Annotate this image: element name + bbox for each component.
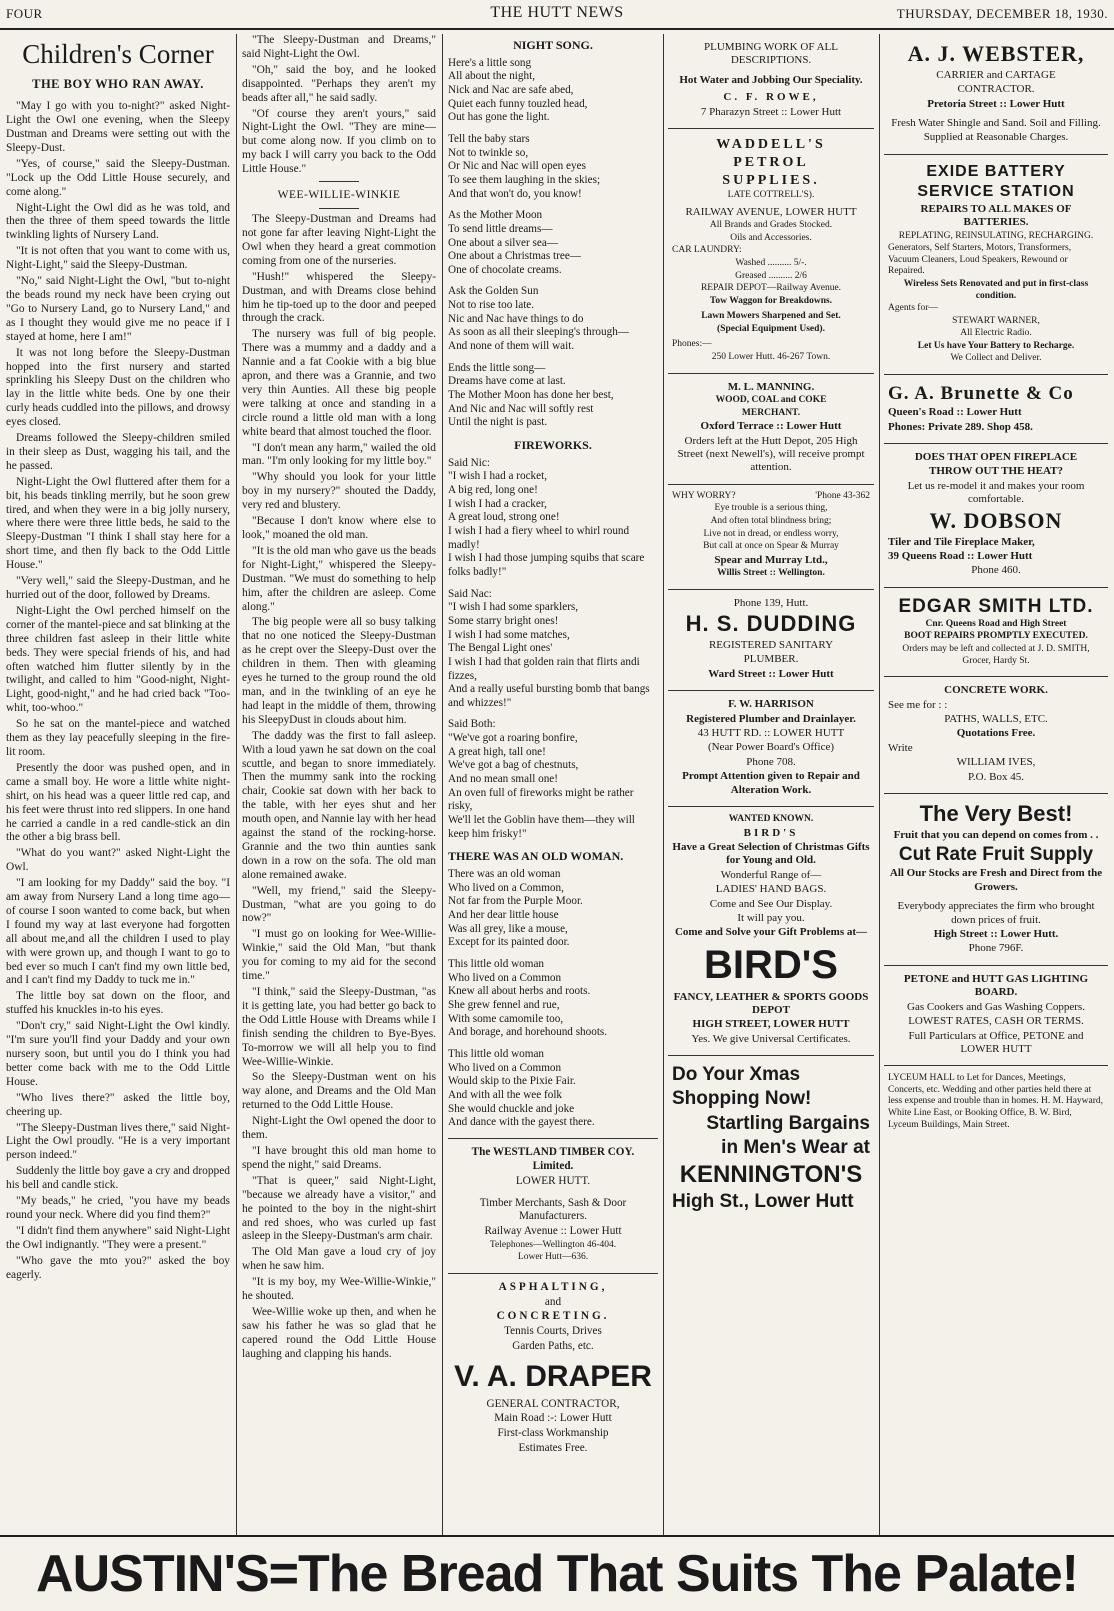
- poem-line: Said Nic:: [448, 456, 490, 469]
- story-paragraph: Suddenly the little boy gave a cry and dropped his bell and candle stick.: [6, 1165, 230, 1192]
- story-title-2: WEE-WILLIE-WINKIE: [277, 189, 401, 202]
- poem-line: One of chocolate creams.: [448, 263, 562, 276]
- poem-line: One about a Christmas tree—: [448, 250, 581, 263]
- story-paragraph: So he sat on the mantel-piece and watched them as they lay peacefully sleeping in the fire-lit room.: [6, 718, 230, 758]
- story-paragraph: "Why should you look for your little boy in my nursery?" shouted the Daddy, very red and blustery.: [242, 471, 436, 512]
- ad-edgar-smith: EDGAR SMITH LTD. Cnr. Queens Road and High Street BOOT REPAIRS PROMPTLY EXECUTED. Orders may be left and collected at J. D. SMITH, Grocer, Hardy St.: [884, 588, 1108, 677]
- page-header: [0, 0, 1114, 30]
- poem-line: I wish I had a fiery wheel to whirl round madly!: [448, 524, 630, 551]
- story-paragraph: "My beads," he cried, "you have my beads round your neck. Where did you find them?": [6, 1195, 230, 1221]
- poem-line: [448, 354, 658, 362]
- story-paragraph: "I think," said the Sleepy-Dustman, "as it is getting late, you had better go back to the Odd Little House with Dreams while I finish sending the children to Bye-Byes. To-morrow we will all help you to find Wee-Willie-Winkie.: [242, 986, 436, 1068]
- story-paragraph: "Because I don't know where else to look," moaned the old man.: [242, 515, 436, 542]
- austins-bread-banner: AUSTIN'S=The Bread That Suits The Palate!: [0, 1535, 1114, 1611]
- story-paragraph: "Don't cry," said Night-Light the Owl kindly. "I'm sure you'll find your Daddy and your own nursery soon, but until you do I think you had better come back with me to the Odd Little House.: [6, 1020, 230, 1088]
- poem-line: And none of them will wait.: [448, 340, 575, 353]
- ad-spear-murray: WHY WORRY? 'Phone 43-362 Eye trouble is a serious thing, And often total blindness bring; Live not in dread, or endless worry, But call at once on Spear & Murray Spear and Murray Ltd., Willis Street :: Wellington.: [668, 485, 874, 590]
- poem-line: Out has gone the light.: [448, 111, 550, 124]
- ad-gas-board: PETONE and HUTT GAS LIGHTING BOARD. Gas Cookers and Gas Washing Coppers. LOWEST RATES, CASH OR TERMS. Full Particulars at Office, PETONE and LOWER HUTT: [884, 966, 1108, 1066]
- story-paragraph: Presently the door was pushed open, and in came a small boy. He wore a little white night-shirt, on his head was a queer little red cap, and his feet were thrust into red slippers. In one hand he carried a candle in a red candle-stick an din the other a big brass bell.: [6, 761, 230, 844]
- poem-line: Here's a little song: [448, 56, 532, 69]
- story-paragraph: "It is the old man who gave us the beads for Night-Light," whispered the Sleepy-Dustman. "We must do something to help him, after the children are asleep. Come along.": [242, 544, 436, 613]
- poem-line: The Bengal Light ones': [448, 642, 553, 655]
- story-paragraph: The Old Man gave a loud cry of joy when he saw him.: [242, 1246, 436, 1273]
- poem-line: And Nic and Nac will softly rest: [448, 402, 594, 415]
- masthead: THE HUTT NEWS: [490, 4, 624, 21]
- poem-line: With some camomile too,: [448, 1012, 564, 1025]
- poem-line: "I wish I had some sparklers,: [448, 601, 579, 614]
- story-paragraph: "Yes, of course," said the Sleepy-Dustman. "Lock up the Odd Little House securely, and come along.": [6, 157, 230, 198]
- story-paragraph: The big people were all so busy talking that no one noticed the Sleepy-Dustman as he crept over the Sleepy-Dust over the children in them. Then with gleaming eyes he turned to the group round the old man, and in the twinkling of an eye he had leapt in the middle of them, throwing his SleepyDust in clouds about him.: [242, 616, 436, 726]
- story-paragraph: It was not long before the Sleepy-Dustman hopped into the first nursery and started sprinkling his Sleepy Dust on the children who lay in the little white beds. One by one their curly heads cuddled into the pillows, and drowsy eyes closed.: [6, 346, 230, 429]
- poem-line: Not to rise too late.: [448, 299, 535, 312]
- poem-line: I wish I had those jumping squibs that scare folks badly!": [448, 552, 645, 578]
- ad-webster: A. J. WEBSTER, CARRIER and CARTAGE CONTRACTOR. Pretoria Street :: Lower Hutt Fresh Water Shingle and Sand. Soil and Filling. Supplied at Reasonable Charges.: [884, 34, 1108, 155]
- poem-line: Some starry bright ones!: [448, 614, 559, 627]
- poem-line: Or Nic and Nac will open eyes: [448, 160, 586, 173]
- poem-title: THERE WAS AN OLD WOMAN.: [448, 849, 624, 864]
- poem-line: I wish I had some matches,: [448, 628, 570, 641]
- ad-dobson: DOES THAT OPEN FIREPLACE THROW OUT THE HEAT? Let us re-model it and makes your room comfortable. W. DOBSON Tiler and Tile Fireplace Maker, 39 Queens Road :: Lower Hutt Phone 460.: [884, 444, 1108, 588]
- poem-line: Until the night is past.: [448, 416, 548, 429]
- story-paragraph: "The Sleepy-Dustman and Dreams," said Night-Light the Owl.: [242, 34, 436, 60]
- issue-date: THURSDAY, DECEMBER 18, 1930.: [896, 6, 1108, 21]
- story-paragraph: "Oh," said the boy, and he looked disappointed. "Perhaps they aren't my beads after all," he said sadly.: [242, 63, 436, 104]
- poem-line: [448, 201, 658, 209]
- story-paragraph: "Well, my friend," said the Sleepy-Dustman, "what are you going to do now?": [242, 884, 436, 925]
- poem-line: Tell the baby stars: [448, 132, 530, 145]
- story-paragraph: Night-Light the Owl fluttered after them for a bit, his beads tinkling merrily, but he soon grew tired, and when they were in a big jolly nursery, where there were three little beds, he said to the Sleepy-Dustman "I think I shall stay here for a short time, and then fly back to the Odd Little House.": [6, 475, 230, 572]
- poem-line: Who lived on a Common,: [448, 881, 564, 894]
- story-paragraph: Night-Light the Owl did as he was told, and then the three of them speed towards the little twinkling lights of Nursery Land.: [6, 201, 230, 242]
- poem-line: Ask the Golden Sun: [448, 285, 539, 298]
- poem-line: And her dear little house: [448, 908, 559, 921]
- poem-line: And with all the wee folk: [448, 1088, 563, 1101]
- story-paragraph: "I am looking for my Daddy" said the boy. "I am away from Nursery Land a long time ago—of course I soon wanted to come back, but when I found my way at last everyone had forgotten all about me,and all the children I used to play with were grown up, and though I want to go to bed ever so much I can't find my own little bed, and I can't find my Daddy to tuck me in.": [6, 877, 230, 987]
- ad-manning: M. L. MANNING. WOOD, COAL and COKE MERCHANT. Oxford Terrace :: Lower Hutt Orders left at the Hutt Depot, 205 High Street (next Newell's), will receive prompt attention.: [668, 374, 874, 485]
- poem-body: [448, 457, 658, 842]
- story-title: THE BOY WHO RAN AWAY.: [32, 76, 204, 91]
- poem-line: An oven full of fireworks might be rather risky,: [448, 786, 634, 813]
- poem-line: [448, 277, 658, 285]
- poem-line: She would chuckle and joke: [448, 1102, 575, 1115]
- ad-dudding: Phone 139, Hutt. H. S. DUDDING REGISTERED SANITARY PLUMBER. Ward Street :: Lower Hutt: [668, 590, 874, 691]
- poem-title: FIREWORKS.: [514, 438, 592, 453]
- poem-line: And that won't do, you know!: [448, 187, 582, 200]
- ad-ives: CONCRETE WORK. See me for : : PATHS, WALLS, ETC. Quotations Free. Write WILLIAM IVES, P.O. Box 45.: [884, 677, 1108, 794]
- poem-line: We'll let the Goblin have them—they will keep him frisky!": [448, 814, 635, 840]
- poem-line: A big red, long one!: [448, 483, 538, 496]
- poem-line: To send little dreams—: [448, 222, 553, 235]
- story-paragraph: "Who lives there?" asked the little boy, cheering up.: [6, 1091, 230, 1118]
- story-paragraph: "Hush!" whispered the Sleepy-Dustman, and with Dreams close behind him he tip-toed up to the door and peeped through the crack.: [242, 270, 436, 325]
- story-paragraph: Night-Light the Owl opened the door to them.: [242, 1115, 436, 1142]
- ad-draper: ASPHALTING, and CONCRETING. Tennis Courts, Drives Garden Paths, etc. V. A. DRAPER GENERAL CONTRACTOR, Main Road :-: Lower Hutt First-class Workmanship Estimates Free.: [454, 1280, 652, 1454]
- story-paragraph: "I have brought this old man home to spend the night," said Dreams.: [242, 1144, 436, 1171]
- story-paragraph: Dreams followed the Sleepy-children smiled in their sleep as Dust, wagging his tail, and the he passed.: [6, 432, 230, 472]
- poem-line: Who lived on a Common: [448, 1061, 562, 1074]
- story-paragraph: "It is not often that you want to come with us, Night-Light," said the Sleepy-Dustman.: [6, 245, 230, 272]
- poem-line: There was an old woman: [448, 868, 561, 880]
- section-title: Children's Corner: [22, 39, 214, 69]
- poem-line: And borage, and horehound shoots.: [448, 1026, 608, 1039]
- story-paragraph: The daddy was the first to fall asleep. With a loud yawn he sat down on the coal scuttle, and began to snore immediately. Then the mummy sank into the rocking chair, Cookie sat down with her back to the table, with her eyes shut and her mouth open, and Nannie lay with her head against the stand of the rocking-horse. Grannie and the two thin aunties sank down in a row on the sofa. The old man alone remained awake.: [242, 729, 436, 881]
- ad-harrison: F. W. HARRISON Registered Plumber and Drainlayer. 43 HUTT RD. :: LOWER HUTT (Near Power Board's Office) Phone 708. Prompt Attention given to Repair and Alteration Work.: [668, 691, 874, 807]
- story-paragraph: "I must go on looking for Wee-Willie-Winkie," said the Old Man, "but thank you for coming to my aid for the second time.": [242, 928, 436, 983]
- poem-body: [448, 57, 658, 430]
- poems-column: [448, 34, 658, 1537]
- poem-line: Who lived on a Common: [448, 971, 562, 984]
- poem-line: I wish I had that golden rain that flirts andi fizzes,: [448, 655, 640, 682]
- poem-line: Said Nac:: [448, 587, 492, 600]
- poem-line: [448, 1040, 658, 1048]
- ad-brunette: G. A. Brunette & Co Queen's Road :: Lower Hutt Phones: Private 289. Shop 458.: [884, 375, 1108, 444]
- story-paragraph: The nursery was full of big people. There was a mummy and a daddy and a Nannie and a fat Cookie with a big blue apron, and there was a Grannie, and two very thin Aunties. All these big people were talking at once and standing in a circle round a little old man with a long white beard that almost touched the floor.: [242, 328, 436, 438]
- poem-line: A great high, tall one!: [448, 745, 546, 758]
- poem-line: "We've got a roaring bonfire,: [448, 732, 578, 745]
- ad-exide: EXIDE BATTERY SERVICE STATION REPAIRS TO ALL MAKES OF BATTERIES. REPLATING, REINSULATING, RECHARGING. Generators, Self Starters, Motors, Transformers, Vacuum Cleaners, Loud Speakers, Rewound or Repaired. Wireless Sets Renovated and put in first-class condition. Agents for— STEWART WARNER, All Electric Radio. Let Us have Your Battery to Recharge. We Collect and Deliver.: [884, 155, 1108, 375]
- poem-body: [448, 868, 658, 1130]
- poem-line: Was all grey, like a mouse,: [448, 922, 568, 935]
- ad-waddell: WADDELL'S PETROL SUPPLIES. LATE COTTRELL'S). RAILWAY AVENUE, LOWER HUTT All Brands and Grades Stocked. Oils and Accessories. CAR LAUNDRY: Washed .......... 5/-. Greased .......... 2/6 REPAIR DEPOT—Railway Avenue. Tow Waggon for Breakdowns. Lawn Mowers Sharpened and Set. (Special Equipment Used). Phones:— 250 Lower Hutt. 46-267 Town.: [668, 129, 874, 374]
- poem-line: Quiet each funny touzled head,: [448, 97, 588, 110]
- ad-kennington: Do Your Xmas Shopping Now! Startling Bargains in Men's Wear at KENNINGTON'S High St., Lower Hutt: [672, 1064, 870, 1213]
- poem-line: Ends the little song—: [448, 361, 546, 374]
- story-paragraph: "Very well," said the Sleepy-Dustman, and he hurried out of the door, followed by Dreams.: [6, 575, 230, 601]
- poem-line: Except for its painted door.: [448, 936, 570, 949]
- poem-line: One about a silver sea—: [448, 236, 558, 249]
- poem-line: As soon as all their sleeping's through—: [448, 326, 629, 339]
- poem-line: As the Mother Moon: [448, 209, 543, 222]
- poem-line: Nic and Nac have things to do: [448, 312, 584, 325]
- story-paragraph: "I didn't find them anywhere" said Night-Light the Owl indignantly. "They were a present.": [6, 1224, 230, 1251]
- poem-line: She grew fennel and rue,: [448, 998, 560, 1011]
- poem-line: [448, 950, 658, 958]
- story-paragraph: "Of course they aren't yours," said Night-Light the Owl. "They are mine—but come along now. If you climb on to my back I will carry you back to the Odd Little House.": [242, 107, 436, 176]
- poem-line: This little old woman: [448, 957, 545, 970]
- ad-lyceum-hall: LYCEUM HALL to Let for Dances, Meetings, Concerts, etc. Wedding and other parties held there at less expense and trouble than in homes. H. M. Hayward, White Line East, or Booking Office, B. W. Bird, Lyceum Buildings, Main Street.: [888, 1073, 1104, 1130]
- story-paragraph: So the Sleepy-Dustman went on his way alone, and Dreams and the Old Man returned to the Odd Little House.: [242, 1071, 436, 1112]
- poem-line: Said Both:: [448, 718, 496, 731]
- poem-line: Dreams have come at last.: [448, 375, 566, 388]
- story-body-continued: [242, 34, 436, 177]
- poem-line: And dance with the gayest there.: [448, 1116, 595, 1129]
- page-number: FOUR: [6, 6, 43, 21]
- story-body: [6, 100, 230, 1282]
- ad-fruit-supply: The Very Best! Fruit that you can depend on comes from . . Cut Rate Fruit Supply All Our Stocks are Fresh and Direct from the Growers. Everybody appreciates the firm who brought down prices of fruit. High Street :: Lower Hutt. Phone 796F.: [884, 794, 1108, 966]
- story-paragraph: The Sleepy-Dustman and Dreams had not gone far after leaving Night-Light the Owl when they heard a great commotion coming from one of the nurseries.: [242, 213, 436, 267]
- poem-line: Knew all about herbs and roots.: [448, 985, 591, 998]
- story-paragraph: "Who gave the mto you?" asked the boy eagerly.: [6, 1254, 230, 1281]
- story-paragraph: Wee-Willie woke up then, and when he saw his father he was so glad that he capered round the Odd Little House laughing and clapping his hands.: [242, 1305, 436, 1360]
- poem-line: The Mother Moon has done her best,: [448, 389, 614, 402]
- poem-line: Would skip to the Pixie Fair.: [448, 1075, 576, 1088]
- ad-rowe: PLUMBING WORK OF ALL DESCRIPTIONS. Hot Water and Jobbing Our Speciality. C. F. ROWE, 7 Pharazyn Street :: Lower Hutt: [668, 34, 874, 129]
- story-continued-column: [242, 34, 436, 1537]
- story-paragraph: "May I go with you to-night?" asked Night-Light the Owl one evening, when the Sleepy Dustman and Dreams were setting out with the Sleepy-Dust.: [6, 100, 230, 154]
- poem-line: And a really useful bursting bomb that bangs and whizzes!": [448, 683, 650, 709]
- story-paragraph: "I don't mean any harm," wailed the old man. "I'm only looking for my little boy.": [242, 441, 436, 468]
- ad-westland-timber: The WESTLAND TIMBER COY. Limited. LOWER HUTT. Timber Merchants, Sash & Door Manufacturers. Railway Avenue :: Lower Hutt Telephones—Wellington 46-404. Lower Hutt—636.: [448, 1138, 658, 1274]
- poem-line: A great loud, strong one!: [448, 511, 560, 524]
- poem-line: "I wish I had a rocket,: [448, 470, 548, 483]
- poem-line: Not far from the Purple Moor.: [448, 895, 583, 908]
- story-paragraph: "It is my boy, my Wee-Willie-Winkie," he shouted.: [242, 1276, 436, 1303]
- poem-title: NIGHT SONG.: [513, 38, 593, 52]
- poem-line: [448, 580, 658, 588]
- story-paragraph: "What do you want?" asked Night-Light the Owl.: [6, 847, 230, 874]
- childrens-corner-column: [6, 34, 230, 1537]
- story-paragraph: "That is queer," said Night-Light, "because we already have a visitor," and he pointed to the boy in the night-shirt and red shoes, who was curled up fast asleep in the Sleepy-Dustman's arm chair.: [242, 1174, 436, 1243]
- ads-column-2: [884, 34, 1108, 1537]
- ad-birds: WANTED KNOWN. BIRD'S Have a Great Selection of Christmas Gifts for Young and Old. Wonderful Range of— LADIES' HAND BAGS. Come and See Our Display. It will pay you. Come and Solve your Gift Problems at— BIRD'S FANCY, LEATHER & SPORTS GOODS DEPOT HIGH STREET, LOWER HUTT Yes. We give Universal Certificates.: [668, 807, 874, 1056]
- poem-line: All about the night,: [448, 70, 536, 83]
- poem-line: [448, 710, 658, 718]
- story-paragraph: Night-Light the Owl perched himself on the corner of the mantel-piece and sat blinking at the three children fast asleep in their little white beds. They were special friends of his, and had often watched him flutter silently by in the twilight, and called to him "Good-night, Night-Light, good-night," and he had cried back "Too-whit, too-whoo.": [6, 604, 230, 715]
- poem-line: [448, 125, 658, 133]
- poem-line: I wish I had a cracker,: [448, 497, 547, 510]
- story-body-2: [242, 213, 436, 1362]
- story-paragraph: The little boy sat down on the floor, and stuffed his knuckles in-to his eyes.: [6, 990, 230, 1017]
- poem-line: And no mean small one!: [448, 773, 558, 786]
- poem-line: We've got a bag of chestnuts,: [448, 759, 579, 772]
- poem-line: Not to twinkle so,: [448, 146, 529, 159]
- story-paragraph: "No," said Night-Light the Owl, "but to-night the beads round my neck have been crying out "Go to Nursery Land, go to Nursery Land," and as I thought they would give me no peace if I stayed at home, here I am!": [6, 275, 230, 343]
- poem-line: Nick and Nac are safe abed,: [448, 83, 574, 96]
- poem-line: To see them laughing in the skies;: [448, 173, 601, 186]
- poem-line: This little old woman: [448, 1047, 545, 1060]
- ads-column-1: [668, 34, 874, 1537]
- story-paragraph: "The Sleepy-Dustman lives there," said Night-Light the Owl proudly. "He is a very important person indeed.": [6, 1121, 230, 1162]
